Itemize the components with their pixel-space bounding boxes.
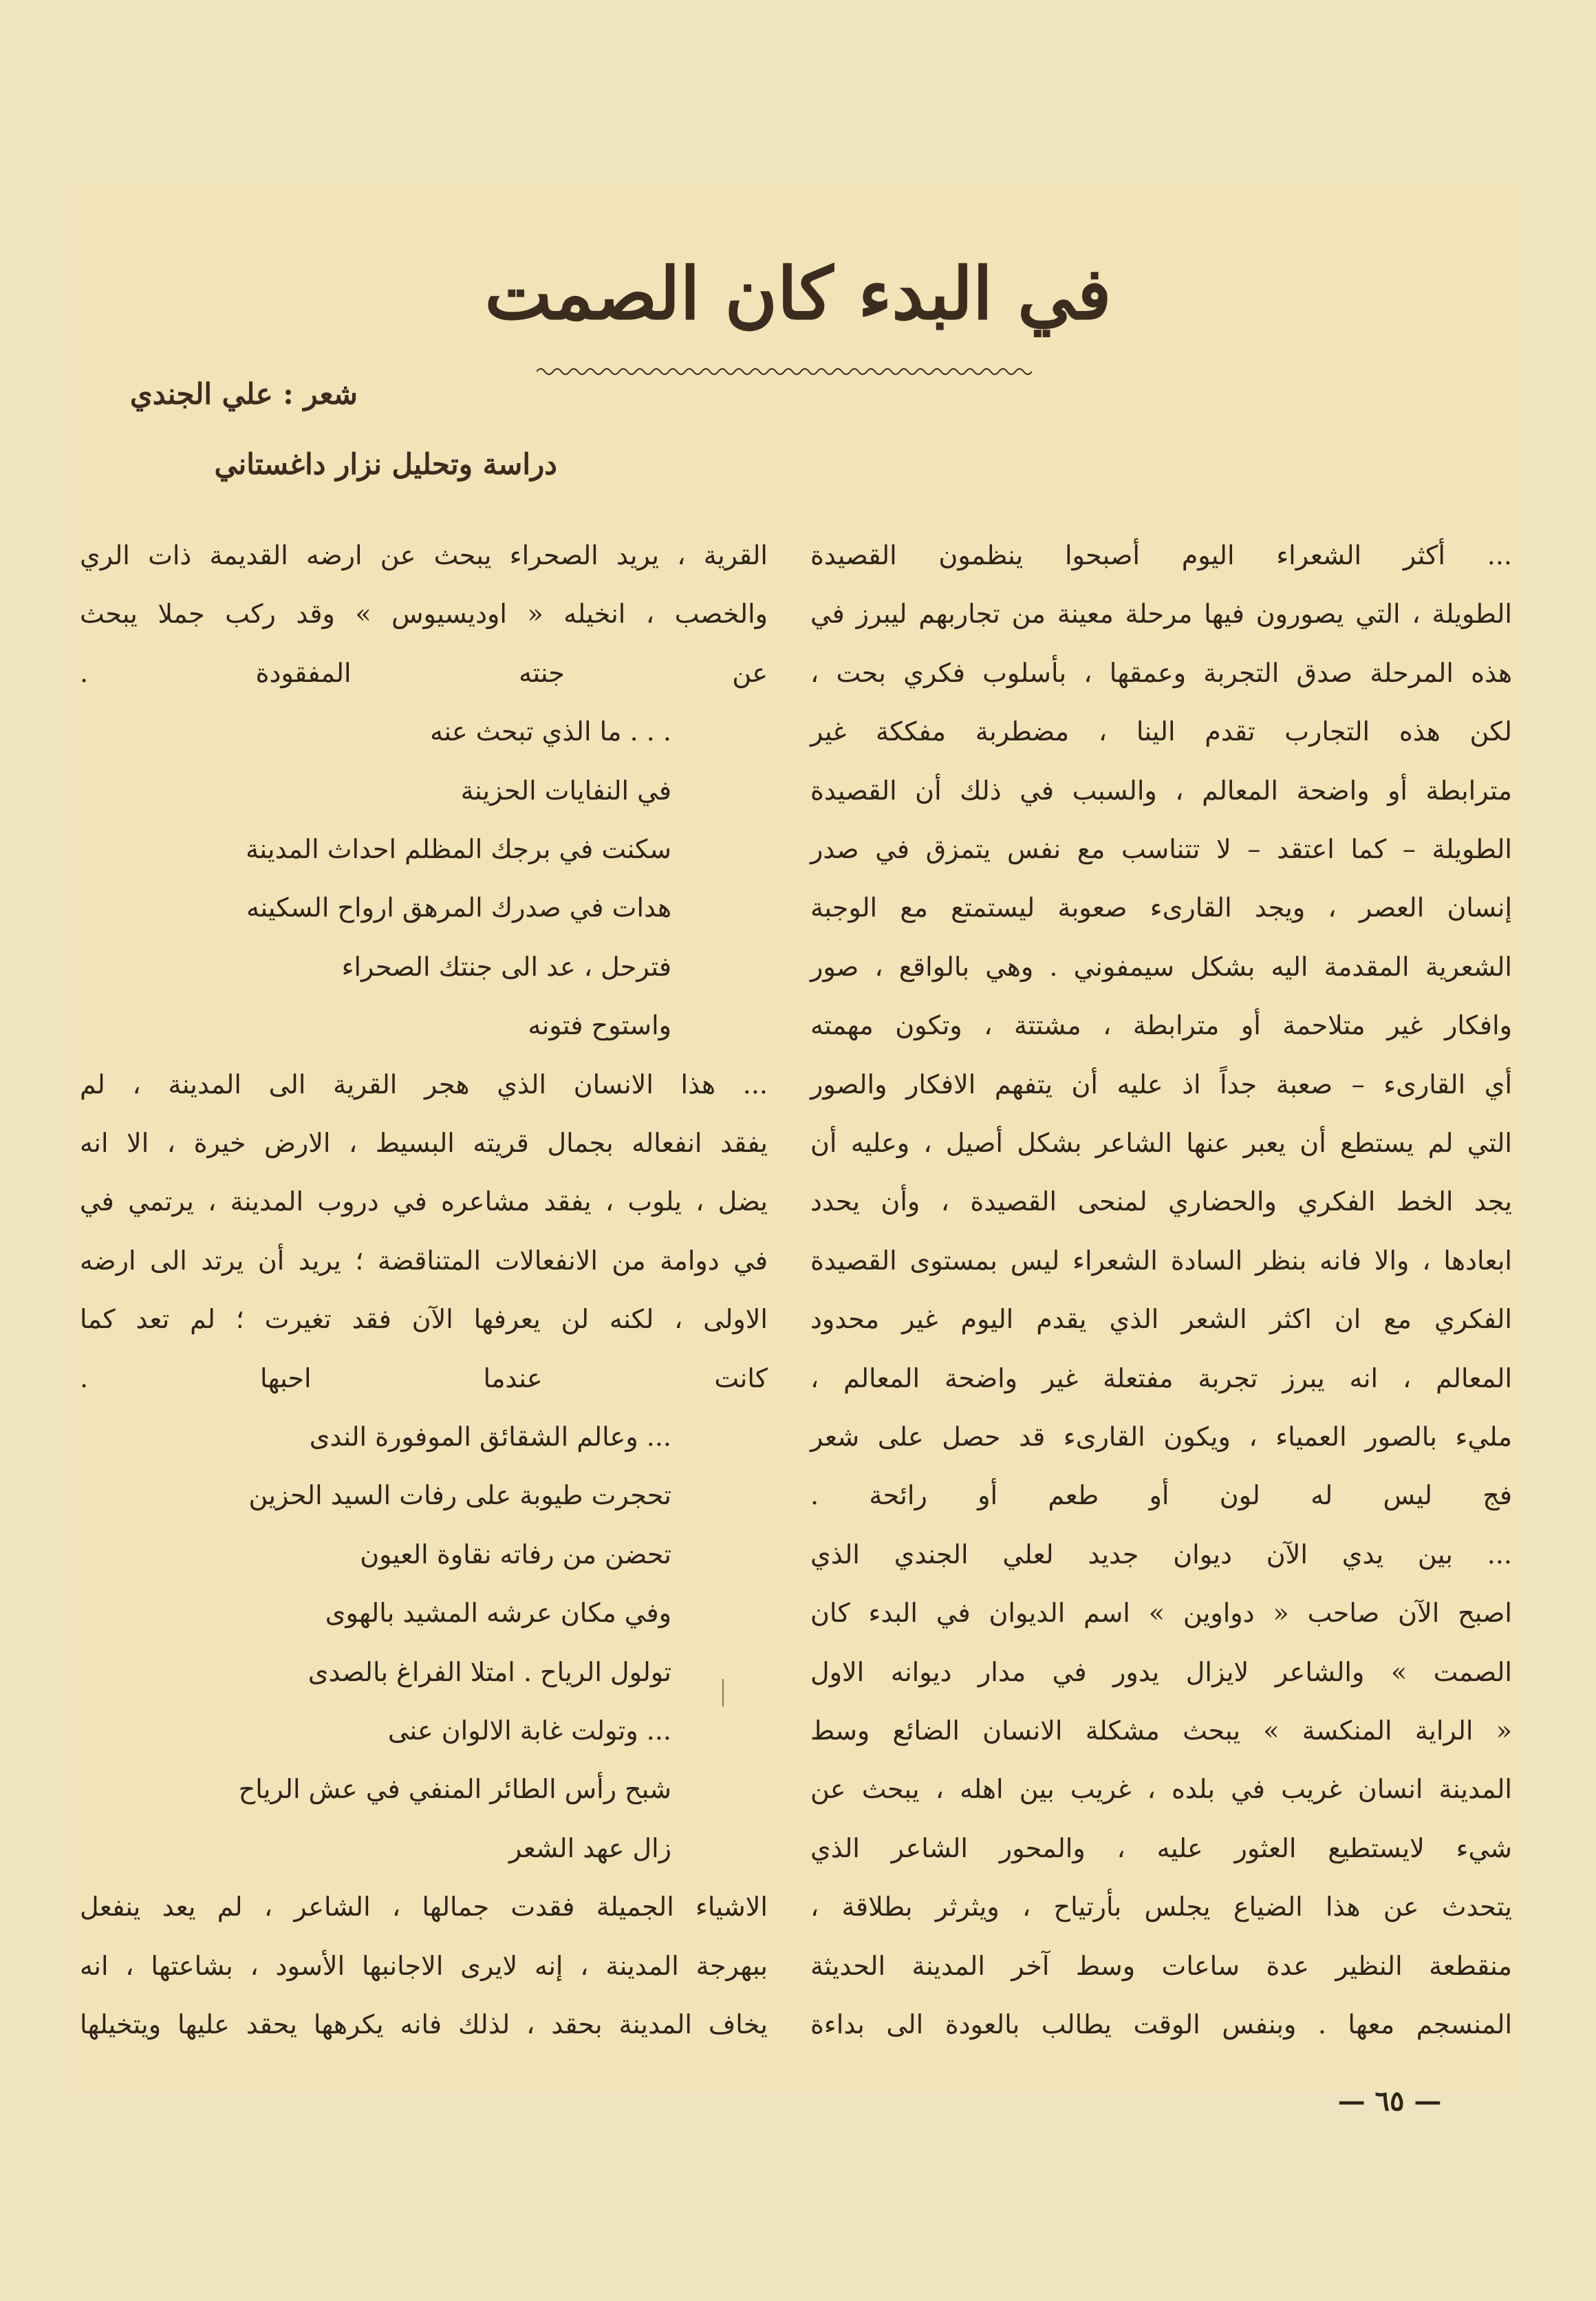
fold-mark [722, 1679, 724, 1706]
text-line: هذه المرحلة صدق التجربة وعمقها ، بأسلوب فكري بحت ، [810, 657, 1512, 688]
text-line: الفكري مع ان اكثر الشعر الذي يقدم اليوم غير محدود [810, 1304, 1512, 1335]
text-line: يجد الخط الفكري والحضاري لمنحى القصيدة ، وأن يحدد [810, 1186, 1512, 1217]
text-line: « الراية المنكسة » يبحث مشكلة الانسان الضائع وسط [810, 1715, 1512, 1746]
text-line: اصبح الآن صاحب « دواوين » اسم الديوان في البدء كان [810, 1598, 1512, 1629]
text-line: المنسجم معها . وبنفس الوقت يطالب بالعودة الى بداءة [810, 2009, 1512, 2040]
page-number: — ٦٥ — [1337, 2085, 1442, 2117]
text-line: يفقد انفعاله بجمال قريته البسيط ، الارض خيرة ، الا انه [80, 1128, 768, 1158]
text-line: مليء بالصور العمياء ، ويكون القارىء قد حصل على شعر [810, 1422, 1512, 1452]
text-line: في دوامة من الانفعالات المتناقضة ؛ يريد أن يرتد الى ارضه [80, 1245, 768, 1276]
text-line: إنسان العصر ، ويجد القارىء صعوبة ليستمتع مع الوجبة [810, 892, 1512, 923]
text-line: يتحدث عن هذا الضياع يجلس بأرتياح ، ويثرثر بطلاقة ، [810, 1892, 1512, 1923]
text-line: ابعادها ، والا فانه بنظر السادة الشعراء ليس بمستوى القصيدة [810, 1245, 1512, 1276]
verse-line: في النفايات الحزينة [460, 775, 671, 806]
text-line: التي لم يستطع أن يعبر عنها الشاعر بشكل أصيل ، وعليه أن [810, 1128, 1512, 1158]
text-line: منقطعة النظير عدة ساعات وسط آخر المدينة الحديثة [810, 1950, 1512, 1981]
title-divider-ornament [537, 365, 1032, 378]
text-line: عن جنته المفقودة . [80, 657, 768, 688]
text-line: القرية ، يريد الصحراء يبحث عن ارضه القديمة ذات الري [80, 540, 768, 570]
text-line: أي القارىء – صعبة جداً اذ عليه أن يتفهم الافكار والصور [810, 1069, 1512, 1100]
text-line: ببهرجة المدينة ، إنه لايرى الاجانبها الأسود ، بشاعتها ، انه [80, 1950, 768, 1981]
verse-line: فترحل ، عد الى جنتك الصحراء [341, 951, 671, 982]
text-line: مترابطة أو واضحة المعالم ، والسبب في ذلك أن القصيدة [810, 775, 1512, 806]
verse-line: وفي مكان عرشه المشيد بالهوى [325, 1598, 671, 1629]
text-line: فج ليس له لون أو طعم أو رائحة . [810, 1480, 1512, 1511]
text-line: والخصب ، انخيله « اوديسيوس » وقد ركب جملا يبحث [80, 599, 768, 630]
text-line: الصمت » والشاعر لايزال يدور في مدار ديوانه الاول [810, 1656, 1512, 1687]
text-line: ... أكثر الشعراء اليوم أصبحوا ينظمون القصيدة [810, 540, 1512, 570]
text-line: وافكار غير متلاحمة أو مترابطة ، مشتتة ، وتكون مهمته [810, 1010, 1512, 1041]
text-line: الاشياء الجميلة فقدت جمالها ، الشاعر ، لم يعد ينفعل [80, 1892, 768, 1923]
text-line: يضل ، يلوب ، يفقد مشاعره في دروب المدينة ، يرتمي في [80, 1186, 768, 1217]
text-line: الشعرية المقدمة اليه بشكل سيمفوني . وهي بالواقع ، صور [810, 951, 1512, 982]
verse-line: ... وتولت غابة الالوان عنى [387, 1715, 671, 1746]
text-line: لكن هذه التجارب تقدم الينا ، مضطربة مفككة غير [810, 716, 1512, 747]
poet-credit: شعر : علي الجندي [129, 377, 358, 411]
text-line: ... بين يدي الآن ديوان جديد لعلي الجندي الذي [810, 1539, 1512, 1570]
verse-line: واستوح فتونه [528, 1010, 671, 1041]
verse-line: . . . ما الذي تبحث عنه [430, 716, 671, 747]
verse-line: هدات في صدرك المرهق ارواح السكينه [246, 892, 671, 923]
study-credit: دراسة وتحليل نزار داغستاني [214, 447, 557, 481]
text-line: الطويلة ، التي يصورون فيها مرحلة معينة من تجاربهم ليبرز في [810, 599, 1512, 630]
verse-line: تحضن من رفاته نقاوة العيون [360, 1539, 671, 1570]
article-title: في البدء كان الصمت [484, 251, 1112, 336]
text-line: المدينة انسان غريب في بلده ، غريب بين اهله ، يبحث عن [810, 1774, 1512, 1805]
verse-line: ... وعالم الشقائق الموفورة الندى [309, 1422, 671, 1452]
text-line: الطويلة – كما اعتقد – لا تتناسب مع نفس يتمزق في صدر [810, 834, 1512, 864]
verse-line: تولول الرياح . امتلا الفراغ بالصدى [308, 1656, 671, 1687]
text-line: المعالم ، انه يبرز تجربة مفتعلة غير واضحة المعالم ، [810, 1362, 1512, 1393]
text-line: كانت عندما احبها . [80, 1362, 768, 1393]
text-line: شيء لايستطيع العثور عليه ، والمحور الشاعر الذي [810, 1832, 1512, 1863]
text-line: يخاف المدينة بحقد ، لذلك فانه يكرهها يحقد عليها ويتخيلها [80, 2009, 768, 2040]
verse-line: زال عهد الشعر [508, 1832, 671, 1863]
text-line: ... هذا الانسان الذي هجر القرية الى المدينة ، لم [80, 1069, 768, 1100]
verse-line: تحجرت طيوبة على رفات السيد الحزين [248, 1480, 671, 1511]
verse-line: شبح رأس الطائر المنفي في عش الرياح [238, 1774, 671, 1805]
verse-line: سكنت في برجك المظلم احداث المدينة [246, 834, 671, 864]
text-line: الاولى ، لكنه لن يعرفها الآن فقد تغيرت ؛ لم تعد كما [80, 1304, 768, 1335]
